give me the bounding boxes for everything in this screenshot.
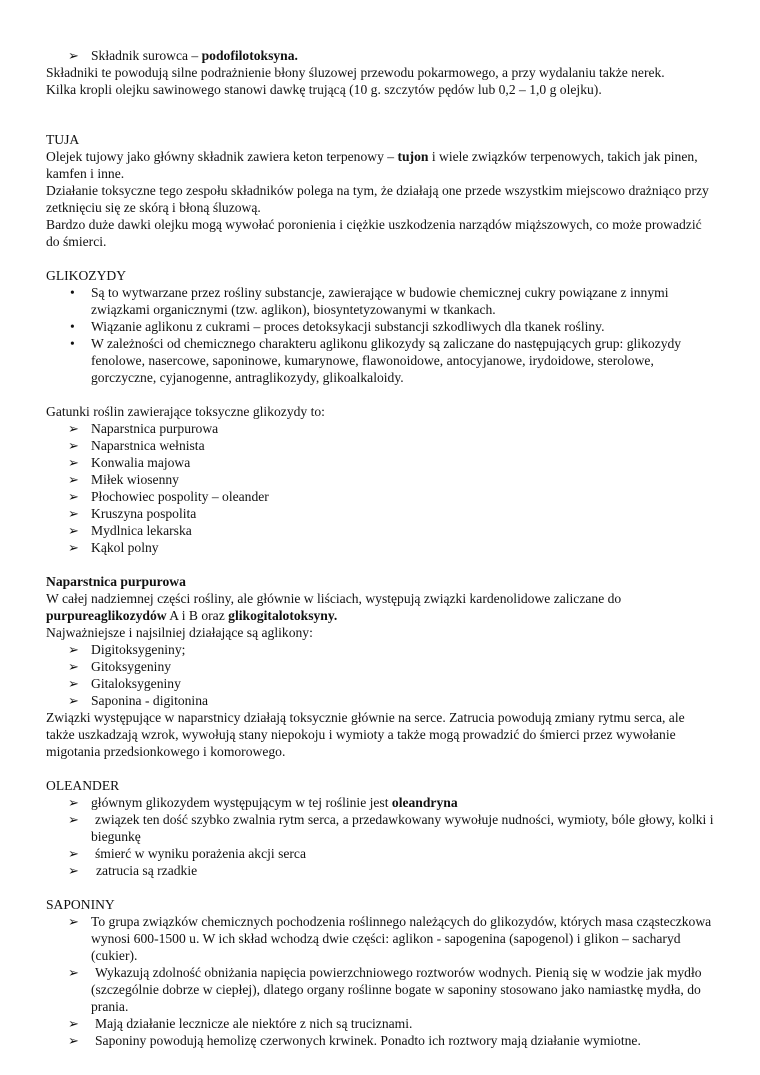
tuja-paragraph: Olejek tujowy jako główny składnik zawiera keton terpenowy – tujon i wiele związków terpenowych, takich jak pinen, kamfen i inne. <box>46 149 698 181</box>
document-content <box>46 47 716 1049</box>
list-item: ➢ Naparstnica purpurowa <box>68 421 219 436</box>
list-item: ➢ związek ten dość szybko zwalnia rytm serca, a przedawkowany wywołuje nudności, wymioty, bóle głowy, kolki i biegunkę <box>68 812 714 844</box>
arrow-bullet-icon: ➢ <box>68 659 79 674</box>
list-item: • W zależności od chemicznego charakteru aglikonu glikozydy są zaliczane do następujących grup: glikozydy fenolowe, nasercowe, saponinowe, kumarynowe, flawonoidowe, antocyjanowe, irydoidowe, sterolowe, gorczyczne, cyjanogenne, antraglikozydy, glikoalkaloidy. <box>70 336 682 385</box>
intro-paragraph: Kilka kropli olejku sawinowego stanowi dawkę trującą (10 g. szczytów pędów lub 0,2 – 1,0 g olejku). <box>46 82 602 97</box>
list-item: ➢ Gitoksygeniny <box>68 659 172 674</box>
naparstnica-paragraph: Najważniejsze i najsilniej działające są aglikony: <box>46 625 313 640</box>
arrow-bullet-icon: ➢ <box>68 693 79 708</box>
arrow-bullet-icon: ➢ <box>68 489 79 504</box>
list-item: ➢ zatrucia są rzadkie <box>68 863 198 878</box>
section-heading-saponiny: SAPONINY <box>46 897 115 912</box>
species-list <box>46 420 716 556</box>
arrow-bullet-icon: ➢ <box>68 642 79 657</box>
list-item: ➢ Digitoksygeniny; <box>68 642 186 657</box>
arrow-bullet-icon: ➢ <box>68 523 79 538</box>
list-item: • Wiązanie aglikonu z cukrami – proces detoksykacji substancji szkodliwych dla tkanek rośliny. <box>70 319 605 334</box>
section-heading-tuja: TUJA <box>46 132 80 147</box>
list-item: ➢ głównym glikozydem występującym w tej roślinie jest oleandryna <box>68 795 458 810</box>
species-intro: Gatunki roślin zawierające toksyczne glikozydy to: <box>46 404 325 419</box>
arrow-bullet-icon: ➢ <box>68 1033 79 1048</box>
section-heading-naparstnica: Naparstnica purpurowa <box>46 574 186 589</box>
arrow-bullet-icon: ➢ <box>68 1016 79 1031</box>
arrow-bullet-icon: ➢ <box>68 965 79 980</box>
naparstnica-paragraph: W całej nadziemnej części rośliny, ale głównie w liściach, występują związki kardenolidowe zaliczane do purpureaglikozydów A i B oraz glikogitalotoksyny. <box>46 591 622 623</box>
arrow-bullet-icon: ➢ <box>68 914 79 929</box>
arrow-bullet-icon: ➢ <box>68 48 79 63</box>
arrow-bullet-icon: ➢ <box>68 812 79 827</box>
intro-paragraph: Składniki te powodują silne podrażnienie błony śluzowej przewodu pokarmowego, a przy wydalaniu także nerek. <box>46 65 665 80</box>
intro-list <box>46 47 716 64</box>
list-item: ➢ Saponina - digitonina <box>68 693 209 708</box>
oleander-list <box>46 794 716 879</box>
arrow-bullet-icon: ➢ <box>68 421 79 436</box>
list-item: ➢ Miłek wiosenny <box>68 472 179 487</box>
bold-term: purpureaglikozydów <box>46 608 167 623</box>
bold-term: podofilotoksyna. <box>201 48 298 63</box>
bold-term: tujon <box>397 149 429 164</box>
dot-bullet-icon: • <box>70 285 75 300</box>
arrow-bullet-icon: ➢ <box>68 795 79 810</box>
arrow-bullet-icon: ➢ <box>68 455 79 470</box>
list-item: ➢ To grupa związków chemicznych pochodzenia roślinnego należących do glikozydów, których masa cząsteczkowa wynosi 600-1500 u. W ich skład wchodzą dwie części: aglikon - sapogenina (sapogenol) i glikon – sacharyd (cukier). <box>68 914 712 963</box>
list-item: ➢ Mydlnica lekarska <box>68 523 192 538</box>
list-item: ➢ Saponiny powodują hemolizę czerwonych krwinek. Ponadto ich roztwory mają działanie wymiotne. <box>68 1033 641 1048</box>
list-item: ➢ Konwalia majowa <box>68 455 191 470</box>
saponiny-list <box>46 913 716 1049</box>
list-item: ➢ Kruszyna pospolita <box>68 506 197 521</box>
list-item: ➢ śmierć w wyniku porażenia akcji serca <box>68 846 306 861</box>
aglikony-list <box>46 641 716 709</box>
bold-term: glikogitalotoksyny. <box>228 608 338 623</box>
glikozydy-list <box>46 284 716 386</box>
list-item: ➢ Płochowiec pospolity – oleander <box>68 489 269 504</box>
arrow-bullet-icon: ➢ <box>68 438 79 453</box>
tuja-paragraph: Działanie toksyczne tego zespołu składników polega na tym, że działają one przede wszystkim miejscowo drażniąco przy zetknięciu się ze skórą i błoną śluzową. <box>46 183 709 215</box>
section-heading-glikozydy: GLIKOZYDY <box>46 268 127 283</box>
list-item: ➢ Wykazują zdolność obniżania napięcia powierzchniowego roztworów wodnych. Pienią się w wodzie jak mydło (szczególnie dobrze w ciepłej), dlatego organy roślinne bogate w saponiny stosowano jako namiastkę mydła, do prania. <box>68 965 702 1014</box>
arrow-bullet-icon: ➢ <box>68 472 79 487</box>
list-item: ➢ Kąkol polny <box>68 540 159 555</box>
arrow-bullet-icon: ➢ <box>68 863 79 878</box>
list-item: ➢ Gitaloksygeniny <box>68 676 181 691</box>
list-item: ➢ Składnik surowca – podofilotoksyna. <box>68 48 298 63</box>
section-heading-oleander: OLEANDER <box>46 778 120 793</box>
list-item: ➢ Mają działanie lecznicze ale niektóre z nich są truciznami. <box>68 1016 413 1031</box>
list-item: ➢ Naparstnica wełnista <box>68 438 205 453</box>
list-item: • Są to wytwarzane przez rośliny substancje, zawierające w budowie chemicznej cukry powiązane z innymi związkami organicznymi (tzw. aglikon), biosyntetyzowanymi w tkankach. <box>70 285 669 317</box>
arrow-bullet-icon: ➢ <box>68 676 79 691</box>
arrow-bullet-icon: ➢ <box>68 846 79 861</box>
arrow-bullet-icon: ➢ <box>68 540 79 555</box>
naparstnica-paragraph: Związki występujące w naparstnicy działają toksycznie głównie na serce. Zatrucia powodują zmiany rytmu serca, ale także uszkadzają wzrok, wywołują stany niepokoju i wymioty a także mogą prowadzić do śmierci przez wywołanie migotania przedsionkowego i komorowego. <box>46 710 685 759</box>
dot-bullet-icon: • <box>70 336 75 351</box>
bold-term: oleandryna <box>391 795 458 810</box>
tuja-paragraph: Bardzo duże dawki olejku mogą wywołać poronienia i ciężkie uszkodzenia narządów miąższowych, co może prowadzić do śmierci. <box>46 217 702 249</box>
dot-bullet-icon: • <box>70 319 75 334</box>
arrow-bullet-icon: ➢ <box>68 506 79 521</box>
